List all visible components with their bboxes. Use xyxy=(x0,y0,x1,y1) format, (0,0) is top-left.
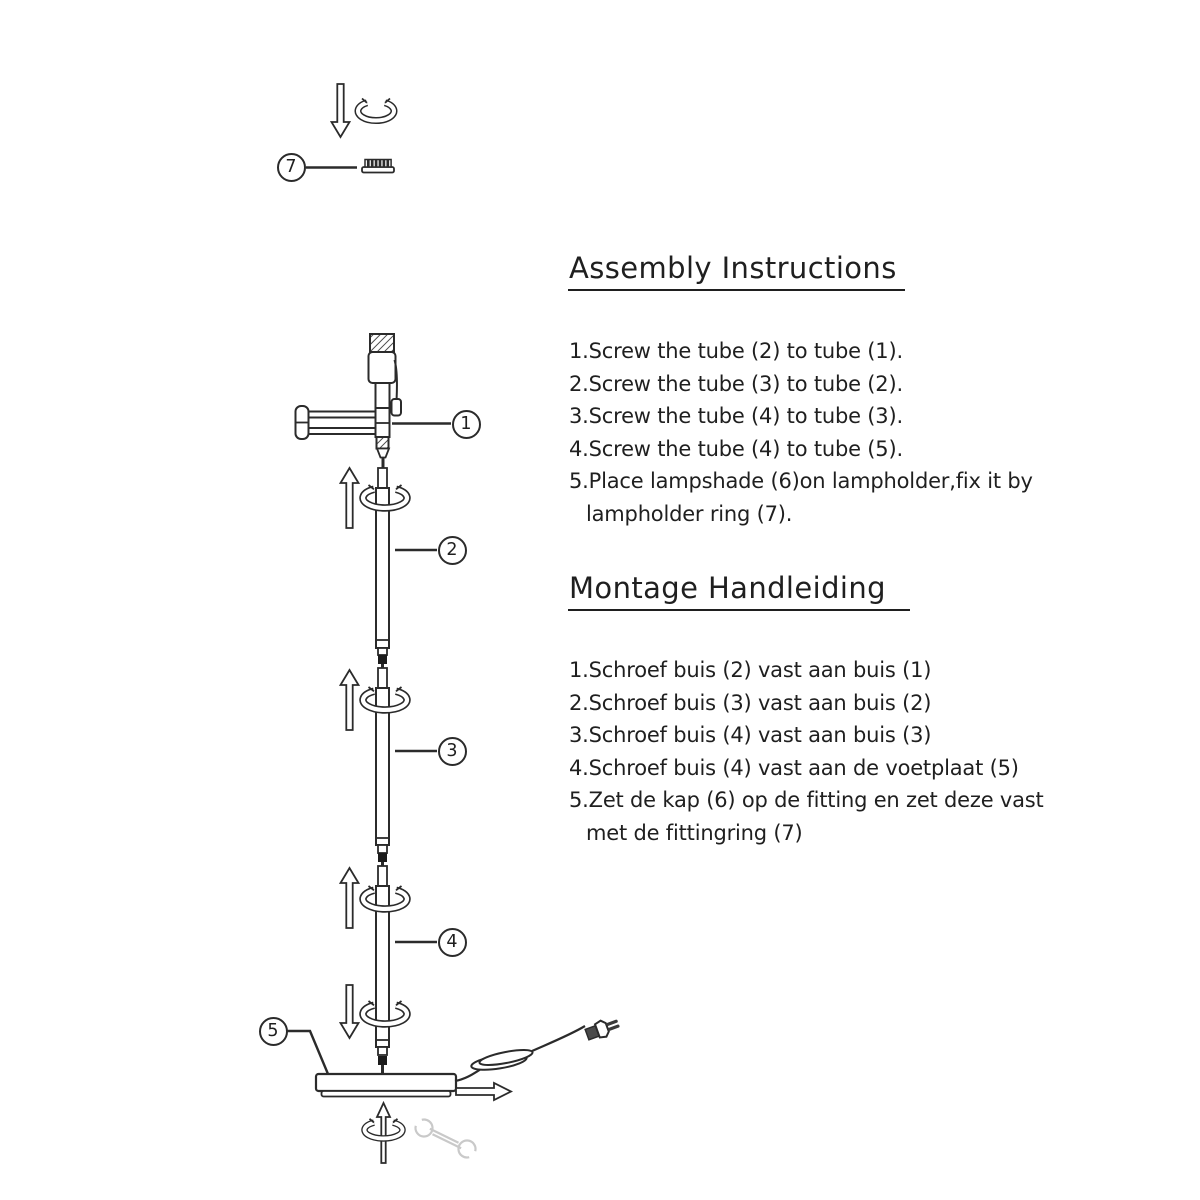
lampholder-body xyxy=(369,352,396,383)
assembly-instructions-title: Assembly Instructions xyxy=(568,251,905,291)
lampholder-ring-ribs xyxy=(365,160,391,168)
pull-switch xyxy=(392,399,402,416)
wrench-shaft xyxy=(430,1129,461,1148)
tube-2-body xyxy=(376,488,389,648)
callout-7: 7 xyxy=(277,153,306,182)
callout-5-line xyxy=(287,1031,328,1074)
base-plate-top xyxy=(316,1074,456,1091)
step-nl-5-continued: met de fittingring (7) xyxy=(586,820,803,845)
up-arrow-icon xyxy=(341,468,359,528)
step-en-4: 4.Screw the tube (4) to tube (5). xyxy=(569,436,903,461)
tube-3 xyxy=(341,668,438,868)
montage-handleiding-title: Montage Handleiding xyxy=(568,571,910,611)
lampholder-assembly-part1 xyxy=(296,334,452,469)
tube-4-connector-nut xyxy=(378,1056,387,1065)
wrench-jaw xyxy=(458,1140,475,1157)
tube-3-tip xyxy=(378,668,387,688)
tube-4 xyxy=(341,866,438,1074)
montage-handleiding-steps xyxy=(569,658,1044,854)
power-cord xyxy=(532,1026,585,1051)
up-arrow-icon xyxy=(377,1103,390,1163)
lampholder-threaded-cap xyxy=(370,334,394,352)
tube-4-tip xyxy=(378,866,387,886)
up-arrow-icon xyxy=(341,868,359,928)
assembly-instructions-section xyxy=(568,251,905,291)
swing-arm-rails xyxy=(308,412,376,435)
top-assembly-icons xyxy=(306,84,394,173)
wrench-icon xyxy=(416,1120,476,1158)
tube-4-end xyxy=(378,1047,387,1055)
step-nl-1: 1.Schroef buis (2) vast aan buis (1) xyxy=(569,658,932,682)
tube-2 xyxy=(341,468,438,670)
power-cord xyxy=(455,1069,481,1081)
tube-3-connector-nut xyxy=(378,853,387,862)
tube-2-tip xyxy=(378,468,387,488)
up-arrow-icon xyxy=(341,670,359,730)
callout-4: 4 xyxy=(438,928,467,957)
joint-taper xyxy=(377,449,389,458)
callout-2: 2 xyxy=(438,536,467,565)
lampholder-ring-flange xyxy=(362,167,394,173)
step-en-5: 5.Place lampshade (6)on lampholder,fix it by xyxy=(569,469,1033,494)
callout-5: 5 xyxy=(259,1017,288,1046)
callout-3: 3 xyxy=(438,737,467,766)
step-en-5-continued: lampholder ring (7). xyxy=(586,501,793,526)
tube-2-end xyxy=(378,648,387,655)
down-arrow-icon xyxy=(341,985,359,1038)
base-plate-part5 xyxy=(287,1015,621,1163)
tube-3-end xyxy=(378,845,387,853)
step-en-2: 2.Screw the tube (3) to tube (2). xyxy=(569,371,903,396)
tube-2-connector-nut xyxy=(378,655,387,664)
lampholder-neck xyxy=(376,383,390,408)
assembly-instructions-steps xyxy=(569,339,1033,535)
montage-handleiding-section xyxy=(568,571,910,611)
right-arrow-icon xyxy=(456,1083,511,1100)
threaded-joint xyxy=(377,437,389,449)
step-nl-2: 2.Schroef buis (3) vast aan buis (2) xyxy=(569,690,932,715)
base-plate-bottom xyxy=(322,1091,451,1097)
step-en-1: 1.Screw the tube (2) to tube (1). xyxy=(569,339,903,363)
step-en-3: 3.Screw the tube (4) to tube (3). xyxy=(569,404,903,429)
step-nl-4: 4.Schroef buis (4) vast aan de voetplaat (5) xyxy=(569,755,1019,780)
down-arrow-icon xyxy=(332,84,350,137)
step-nl-3: 3.Schroef buis (4) vast aan buis (3) xyxy=(569,723,932,748)
wrench-jaw xyxy=(416,1120,433,1137)
power-plug-icon xyxy=(584,1015,621,1042)
step-nl-5: 5.Zet de kap (6) op de fitting en zet deze vast xyxy=(569,788,1044,813)
callout-1: 1 xyxy=(452,410,481,439)
